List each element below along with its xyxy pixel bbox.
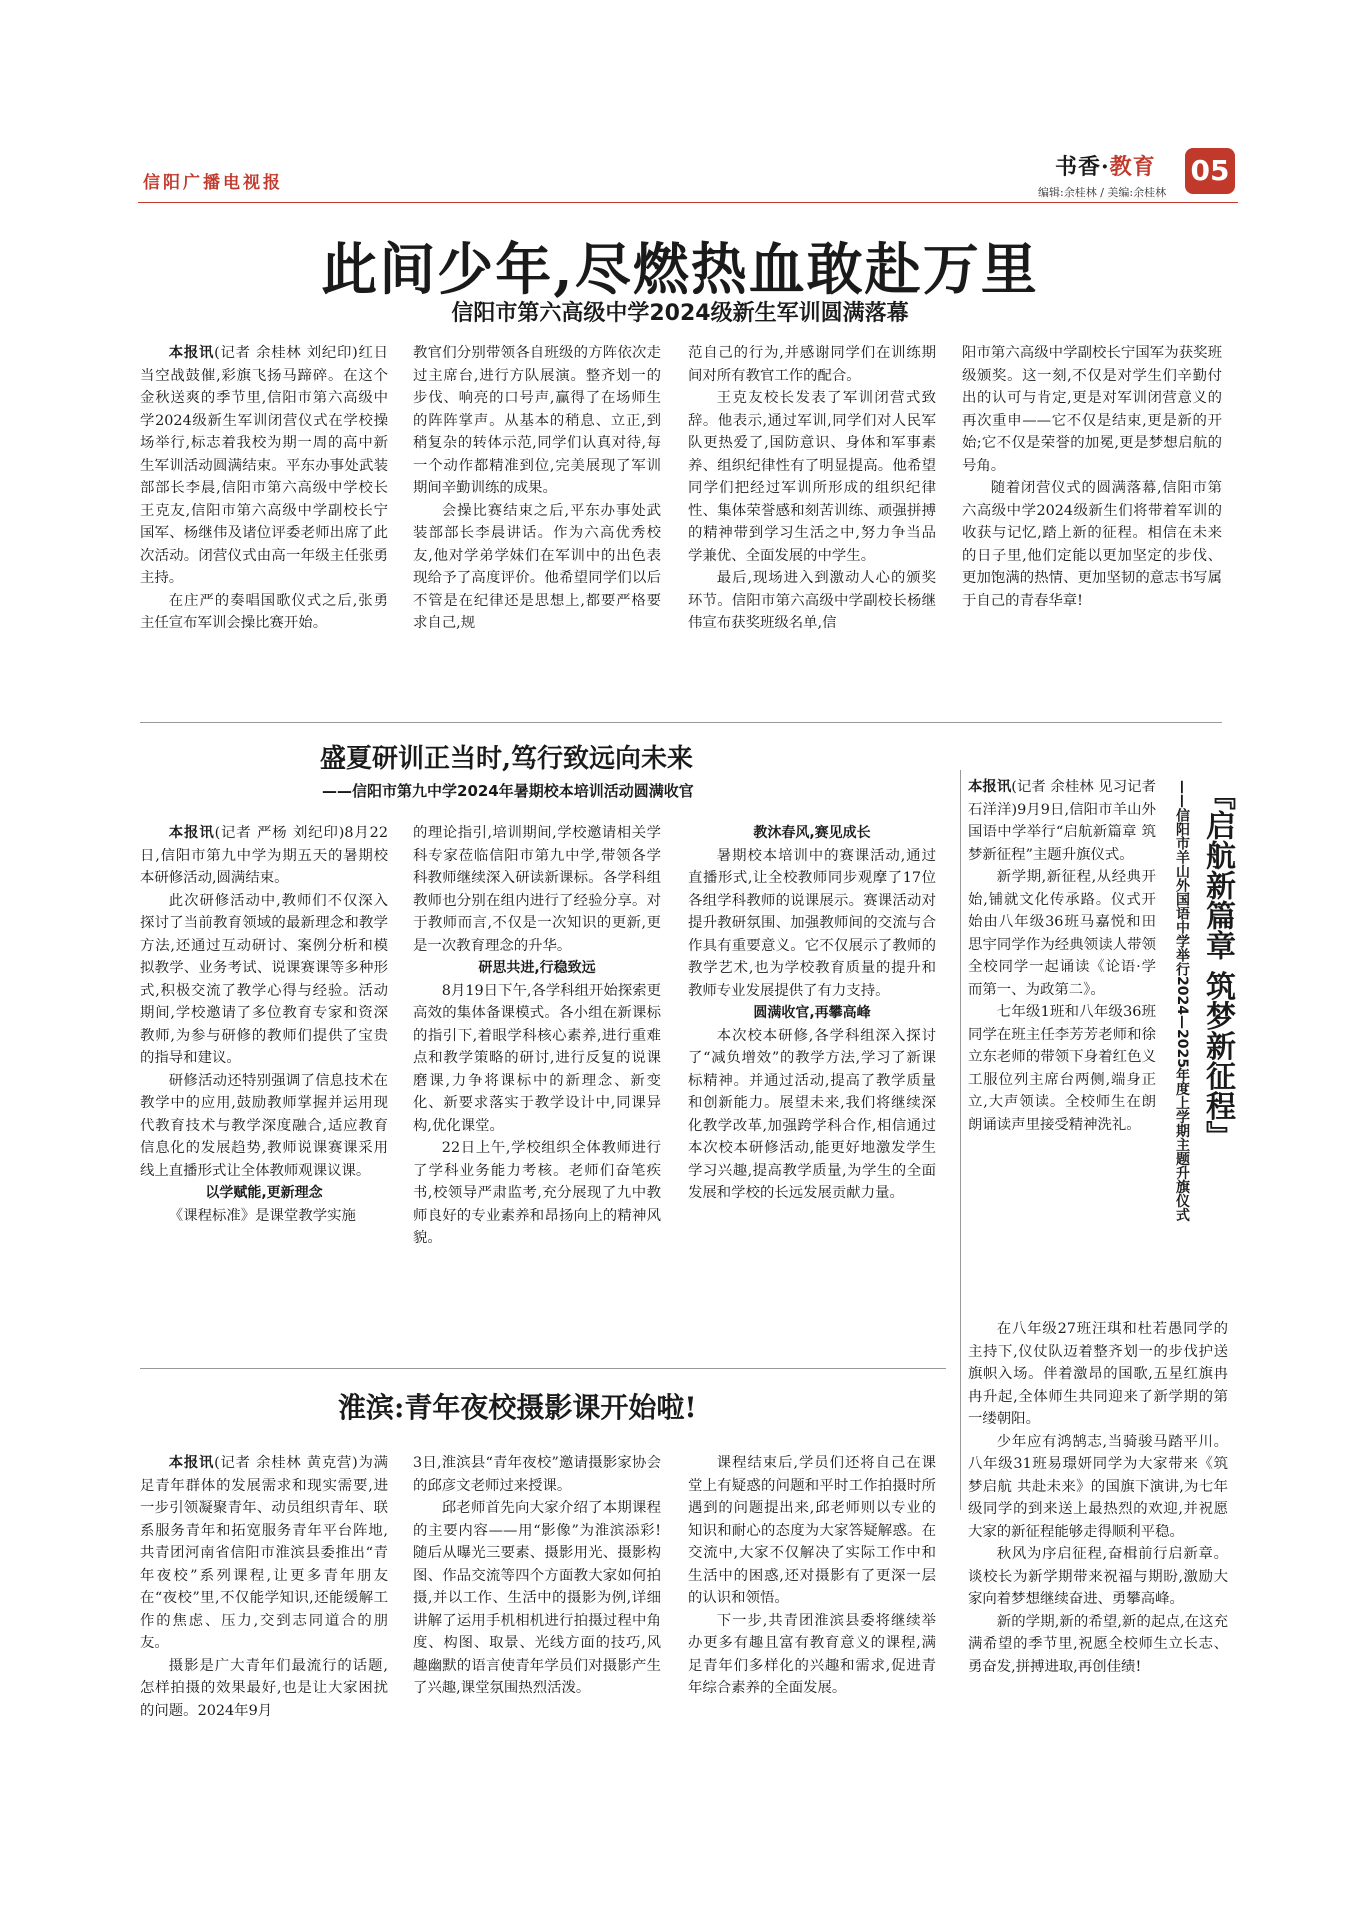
article4-headline: 淮滨:青年夜校摄影课开始啦!	[338, 1391, 697, 1424]
article4-text: 下一步,共青团淮滨县委将继续举办更多有趣且富有教育意义的课程,满足青年们多样化的兴趣和需求,促进青年综合素养的全面发展。	[688, 1612, 936, 1696]
article2-col1	[140, 822, 388, 1227]
article4-col1	[140, 1452, 388, 1722]
article2-subheadline: ——信阳市第九中学2024年暑期校本培训活动圆满收官	[322, 782, 694, 800]
article3-text: 秋风为序启征程,奋楫前行启新章。谈校长为新学期带来祝福与期盼,激励大家向着梦想继续奋进、勇攀高峰。	[968, 1546, 1228, 1607]
article2-text: 8月22日,信阳市第九中学为期五天的暑期校本研修活动,圆满结束。	[140, 825, 388, 886]
article1-text: 红日当空战鼓催,彩旗飞扬马蹄碎。在这个金秋送爽的季节里,信阳市第六高级中学2024级新生军训闭营仪式在学校操场举行,标志着我校为期一周的高中新生军训活动圆满结束。平东办事处武装部部长李晨,信阳市第六高级中学校长王克友,信阳市第六高级中学副校长宁国军、杨继伟及诸位评委老师出席了此次活动。闭营仪式由高一年级主任张勇主持。	[140, 345, 388, 586]
article1-byline: (记者 余桂林 刘纪印)	[214, 345, 358, 361]
article4-col3	[688, 1452, 936, 1700]
article1-text: 王克友校长发表了军训闭营式致辞。他表示,通过军训,同学们对人民军队更热爱了,国防意识、身体和军事素养、组织纪律性有了明显提高。他希望同学们把经过军训所形成的组织纪律性、集体荣誉感和刻苦训练、顽强拼搏的精神带到学习生活之中,努力争当品学兼优、全面发展的中学生。	[688, 390, 936, 564]
article4-lead: 本报讯	[168, 1454, 215, 1471]
section-accent: 教育	[1109, 154, 1156, 180]
article2-text: 本次校本研修,各学科组深入探讨了“减负增效”的教学方法,学习了新课标精神。并通过活动,提高了教学质量和创新能力。展望未来,我们将继续深化教学改革,加强跨学科合作,相信通过本次校本研修活动,能更好地激发学生学习兴趣,提高教学质量,为学生的全面发展和学校的长远发展贡献力量。	[688, 1027, 936, 1201]
article1-col3	[688, 342, 936, 635]
divider	[140, 722, 1222, 723]
article3-text: 9月9日,信阳市羊山外国语中学举行“启航新篇章 筑梦新征程”主题升旗仪式。	[968, 801, 1156, 863]
article2-byline: (记者 严杨 刘纪印)	[214, 825, 345, 841]
article2-headline: 盛夏研训正当时,笃行致远向未来	[320, 744, 694, 774]
article2-text: 22日上午,学校组织全体教师进行了学科业务能力考核。老师们奋笔疾书,校领导严肃监考,充分展现了九中教师良好的专业素养和昂扬向上的精神风貌。	[413, 1140, 661, 1246]
paper-name: 信阳广播电视报	[143, 173, 283, 193]
article1-text: 最后,现场进入到激动人心的颁奖环节。信阳市第六高级中学副校长杨继伟宣布获奖班级名单,信	[688, 570, 936, 631]
article4-text: 课程结束后,学员们还将自己在课堂上有疑惑的问题和平时工作拍摄时所遇到的问题提出来,邱老师则以专业的知识和耐心的态度为大家答疑解惑。在交流中,大家不仅解决了实际工作中和生活中的困惑,还对摄影有了更深一层的认识和领悟。	[688, 1455, 936, 1606]
article1-col1	[140, 342, 388, 635]
article1-headline: 此间少年,尽燃热血敢赴万里	[321, 237, 1039, 303]
page-number-badge: 05	[1185, 148, 1235, 194]
article3-col-lower	[968, 1318, 1228, 1678]
article2-col2	[413, 822, 661, 1250]
article3-lead: 本报讯	[968, 778, 1012, 795]
article4-byline: (记者 余桂林 黄克营)	[214, 1455, 358, 1471]
article4-text: 摄影是广大青年们最流行的话题,怎样拍摄的效果最好,也是让大家困扰的问题。2024年9月	[140, 1657, 388, 1719]
article1-text: 在庄严的奏唱国歌仪式之后,张勇主任宣布军训会操比赛开始。	[140, 592, 388, 631]
section-label	[1055, 150, 1156, 181]
article2-text: 暑期校本培训中的赛课活动,通过直播形式,让全校教师同步观摩了17位各组学科教师的说课展示。赛课活动对提升教研氛围、加强教师间的交流与合作具有重要意义。它不仅展示了教师的教学艺术,也为学校教育质量的提升和教师专业发展提供了有力支持。	[688, 847, 936, 999]
article2-section-heading: 以学赋能,更新理念	[205, 1185, 323, 1201]
header-rule	[138, 202, 1238, 203]
article3-col	[968, 776, 1156, 1136]
article3-headline: 『启航新篇章 筑梦新征程』	[1200, 780, 1235, 1151]
article2-section-heading: 教沐春风,赛见成长	[753, 825, 871, 841]
article1-subheadline: 信阳市第六高级中学2024级新生军训圆满落幕	[451, 301, 909, 326]
article2-text: 此次研修活动中,教师们不仅深入探讨了当前教育领域的最新理念和教学方法,还通过互动研讨、案例分析和模拟教学、业务考试、说课赛课等多种形式,积极交流了教学心得与经验。活动期间,学校邀请了多位教育专家和资深教师,为参与研修的教师们提供了宝贵的指导和建议。	[140, 892, 388, 1066]
article3-subheadline: ——信阳市羊山外国语中学举行2024—2025年度上学期主题升旗仪式	[1174, 780, 1190, 1222]
article2-text: 的理论指引,培训期间,学校邀请相关学科专家莅临信阳市第九中学,带领各学科教师继续深入研读新课标。各学科组教师也分别在组内进行了经验分享。对于教师而言,不仅是一次知识的更新,更是一次教育理念的升华。	[413, 825, 661, 954]
editors-credit: 编辑:余桂林 / 美编:余桂林	[1038, 186, 1167, 199]
article4-text: 邱老师首先向大家介绍了本期课程的主要内容——用“影像”为淮滨添彩!随后从曝光三要素、摄影用光、摄影构图、作品交流等四个方面教大家如何拍摄,并以工作、生活中的摄影为例,详细讲解了运用手机相机进行拍摄过程中角度、构图、取景、光线方面的技巧,风趣幽默的语言使青年学员们对摄影产生了兴趣,课堂氛围热烈活泼。	[413, 1500, 661, 1696]
article2-col3	[688, 822, 936, 1205]
article1-col2	[413, 342, 661, 635]
article3-text: 在八年级27班汪琪和杜若愚同学的主持下,仪仗队迈着整齐划一的步伐护送旗帜入场。伴着激昂的国歌,五星红旗冉冉升起,全体师生共同迎来了新学期的第一缕朝阳。	[968, 1321, 1228, 1427]
article2-section-heading: 研思共进,行稳致远	[478, 960, 596, 976]
article3-text: 新学期,新征程,从经典开始,铺就文化传承路。仪式开始由八年级36班马嘉悦和田思宇同学作为经典领读人带领全校同学一起诵读《论语·学而第一、为政第二》。	[968, 869, 1156, 998]
article2-text: 《课程标准》是课堂教学实施	[168, 1207, 356, 1224]
article2-lead: 本报讯	[168, 824, 215, 841]
article1-text: 范自己的行为,并感谢同学们在训练期间对所有教官工作的配合。	[688, 345, 936, 384]
article1-lead: 本报讯	[168, 344, 215, 361]
article3-text: 新的学期,新的希望,新的起点,在这充满希望的季节里,祝愿全校师生立长志、勇奋发,拼搏进取,再创佳绩!	[968, 1613, 1228, 1675]
article4-col2	[413, 1452, 661, 1700]
article1-text: 随着闭营仪式的圆满落幕,信阳市第六高级中学2024级新生们将带着军训的收获与记忆,踏上新的征程。相信在未来的日子里,他们定能以更加坚定的步伐、更加饱满的热情、更加坚韧的意志书写属于自己的青春华章!	[962, 480, 1222, 609]
article4-text: 为满足青年群体的发展需求和现实需要,进一步引领凝聚青年、动员组织青年、联系服务青年和拓宽服务青年平台阵地,共青团河南省信阳市淮滨县委推出“青年夜校”系列课程,让更多青年朋友在“夜校”里,不仅能学知识,还能缓解工作的焦虑、压力,交到志同道合的朋友。	[140, 1455, 388, 1651]
divider	[140, 1368, 946, 1369]
article2-text: 研修活动还特别强调了信息技术在教学中的应用,鼓励教师掌握并运用现代教育技术与教学深度融合,适应教育信息化的发展趋势,教师说课赛课采用线上直播形式让全体教师观课议课。	[140, 1072, 388, 1179]
article3-text: 少年应有鸿鹄志,当骑骏马踏平川。八年级31班易璟妍同学为大家带来《筑梦启航 共赴未来》的国旗下演讲,为七年级同学的到来送上最热烈的欢迎,并祝愿大家的新征程能够走得顺利平稳。	[968, 1433, 1228, 1540]
article1-text: 会操比赛结束之后,平东办事处武装部部长李晨讲话。作为六高优秀校友,他对学弟学妹们在军训中的出色表现给予了高度评价。他希望同学们以后不管是在纪律还是思想上,都要严格要求自己,规	[413, 502, 661, 631]
article2-section-heading: 圆满收官,再攀高峰	[753, 1005, 871, 1021]
article1-col4	[962, 342, 1222, 612]
article2-text: 8月19日下午,各学科组开始探索更高效的集体备课模式。各小组在新课标的指引下,着眼学科核心素养,进行重难点和教学策略的研讨,进行反复的说课磨课,力争将课标中的新理念、新变化、新要求落实于教学设计中,同课异构,优化课堂。	[413, 982, 661, 1134]
article4-text: 3日,淮滨县“青年夜校”邀请摄影家协会的邱彦文老师过来授课。	[413, 1455, 661, 1494]
article1-text: 教官们分别带领各自班级的方阵依次走过主席台,进行方队展演。整齐划一的步伐、响亮的口号声,赢得了在场师生的阵阵掌声。从基本的稍息、立正,到稍复杂的转体示范,同学们认真对待,每一个动作都精准到位,完美展现了军训期间辛勤训练的成果。	[413, 345, 661, 496]
article1-text: 阳市第六高级中学副校长宁国军为获奖班级颁奖。这一刻,不仅是对学生们辛勤付出的认可与肯定,更是对军训闭营意义的再次重申——它不仅是结束,更是新的开始;它不仅是荣誉的加冕,更是梦想启航的号角。	[962, 345, 1222, 474]
divider	[960, 770, 961, 1510]
article3-text: 七年级1班和八年级36班同学在班主任李芳芳老师和徐立东老师的带领下身着红色义工服位列主席台两侧,端身正立,大声领读。全校师生在朗朗诵读声里接受精神洗礼。	[968, 1004, 1156, 1133]
section-name: 书香·	[1055, 154, 1110, 180]
article3-byline: (记者 余桂林 见习记者 石洋洋)	[968, 779, 1156, 818]
